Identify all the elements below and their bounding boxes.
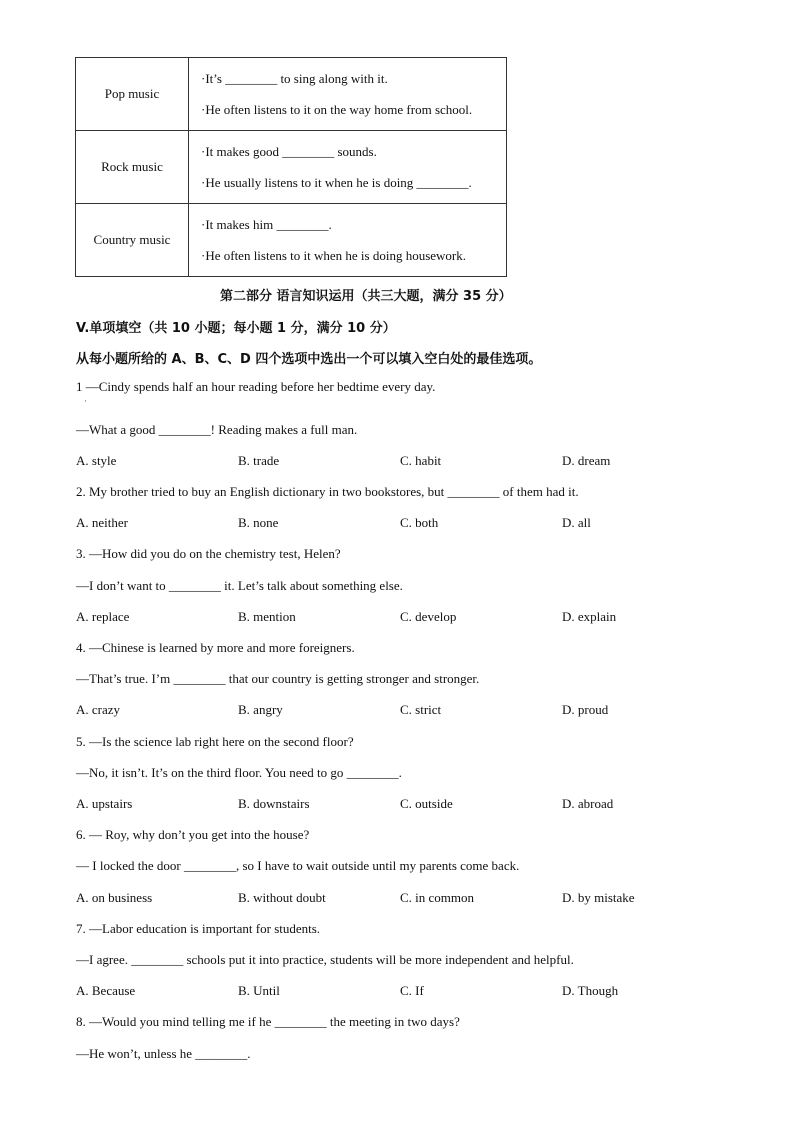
- question-line: 8. —Would you mind telling me if he ________ the meeting in two days?: [76, 1014, 460, 1029]
- option-c[interactable]: C. in common: [400, 890, 475, 905]
- section-title: 第二部分 语言知识运用（共三大题，满分 35 分）: [220, 289, 512, 304]
- section-subtitle: V.单项填空（共 10 小题；每小题 1 分，满分 10 分）: [76, 321, 396, 336]
- option-c[interactable]: C. develop: [400, 609, 457, 624]
- question-line: 3. —How did you do on the chemistry test, Helen?: [76, 546, 341, 561]
- option-a[interactable]: A. upstairs: [76, 796, 133, 811]
- option-a[interactable]: A. on business: [76, 890, 153, 905]
- question-line: —I don’t want to ________ it. Let’s talk about something else.: [76, 578, 403, 593]
- option-d[interactable]: D. dream: [562, 453, 611, 468]
- question-line: —That’s true. I’m ________ that our country is getting stronger and stronger.: [76, 671, 480, 686]
- table-description: [189, 58, 507, 131]
- option-c[interactable]: C. If: [400, 983, 424, 998]
- table-category: Rock music: [76, 131, 189, 204]
- table-line: ·It makes good ________ sounds.: [201, 144, 377, 159]
- question-line: 5. —Is the science lab right here on the second floor?: [76, 734, 354, 749]
- option-a[interactable]: A. neither: [76, 515, 128, 530]
- table-description: [189, 204, 507, 277]
- table-line: ·He often listens to it on the way home from school.: [201, 102, 473, 117]
- section-instruction: 从每小题所给的 A、B、C、D 四个选项中选出一个可以填入空白处的最佳选项。: [76, 352, 542, 367]
- option-d[interactable]: D. abroad: [562, 796, 614, 811]
- question-line: — I locked the door ________, so I have to wait outside until my parents come back.: [76, 858, 520, 873]
- option-a[interactable]: A. Because: [76, 983, 136, 998]
- table-line: ·He often listens to it when he is doing housework.: [201, 248, 467, 263]
- question-line: —No, it isn’t. It’s on the third floor. You need to go ________.: [76, 765, 402, 780]
- option-b[interactable]: B. mention: [238, 609, 296, 624]
- table-line: ·He usually listens to it when he is doing ________.: [201, 175, 472, 190]
- option-c[interactable]: C. strict: [400, 702, 442, 717]
- option-b[interactable]: B. downstairs: [238, 796, 310, 811]
- option-d[interactable]: D. Though: [562, 983, 619, 998]
- option-a[interactable]: A. replace: [76, 609, 130, 624]
- table-row: [76, 58, 507, 131]
- table-row: [76, 131, 507, 204]
- table-category: Country music: [76, 204, 189, 277]
- question-line: 6. — Roy, why don’t you get into the house?: [76, 827, 310, 842]
- table-line: ·It makes him ________.: [201, 217, 332, 232]
- stray-dot: ·: [84, 396, 87, 406]
- table-line: ·It’s ________ to sing along with it.: [201, 71, 388, 86]
- option-c[interactable]: C. outside: [400, 796, 453, 811]
- table-category: Pop music: [76, 58, 189, 131]
- question-line: 7. —Labor education is important for students.: [76, 921, 321, 936]
- option-a[interactable]: A. crazy: [76, 702, 121, 717]
- question-line: 2. My brother tried to buy an English dictionary in two bookstores, but ________ of them had it.: [76, 484, 579, 499]
- option-d[interactable]: D. explain: [562, 609, 617, 624]
- table-description: [189, 131, 507, 204]
- question-line: 4. —Chinese is learned by more and more foreigners.: [76, 640, 355, 655]
- option-b[interactable]: B. angry: [238, 702, 283, 717]
- option-b[interactable]: B. trade: [238, 453, 280, 468]
- music-table: [75, 57, 507, 277]
- option-c[interactable]: C. habit: [400, 453, 442, 468]
- option-d[interactable]: D. by mistake: [562, 890, 635, 905]
- question-line: —I agree. ________ schools put it into practice, students will be more independent and helpful.: [76, 952, 574, 967]
- option-a[interactable]: A. style: [76, 453, 117, 468]
- question-line: —He won’t, unless he ________.: [76, 1046, 251, 1061]
- question-line: 1 —Cindy spends half an hour reading before her bedtime every day.: [76, 379, 436, 394]
- option-b[interactable]: B. Until: [238, 983, 280, 998]
- option-d[interactable]: D. proud: [562, 702, 609, 717]
- option-d[interactable]: D. all: [562, 515, 591, 530]
- question-line: —What a good ________! Reading makes a full man.: [76, 422, 358, 437]
- table-row: [76, 204, 507, 277]
- option-b[interactable]: B. none: [238, 515, 279, 530]
- option-c[interactable]: C. both: [400, 515, 439, 530]
- option-b[interactable]: B. without doubt: [238, 890, 326, 905]
